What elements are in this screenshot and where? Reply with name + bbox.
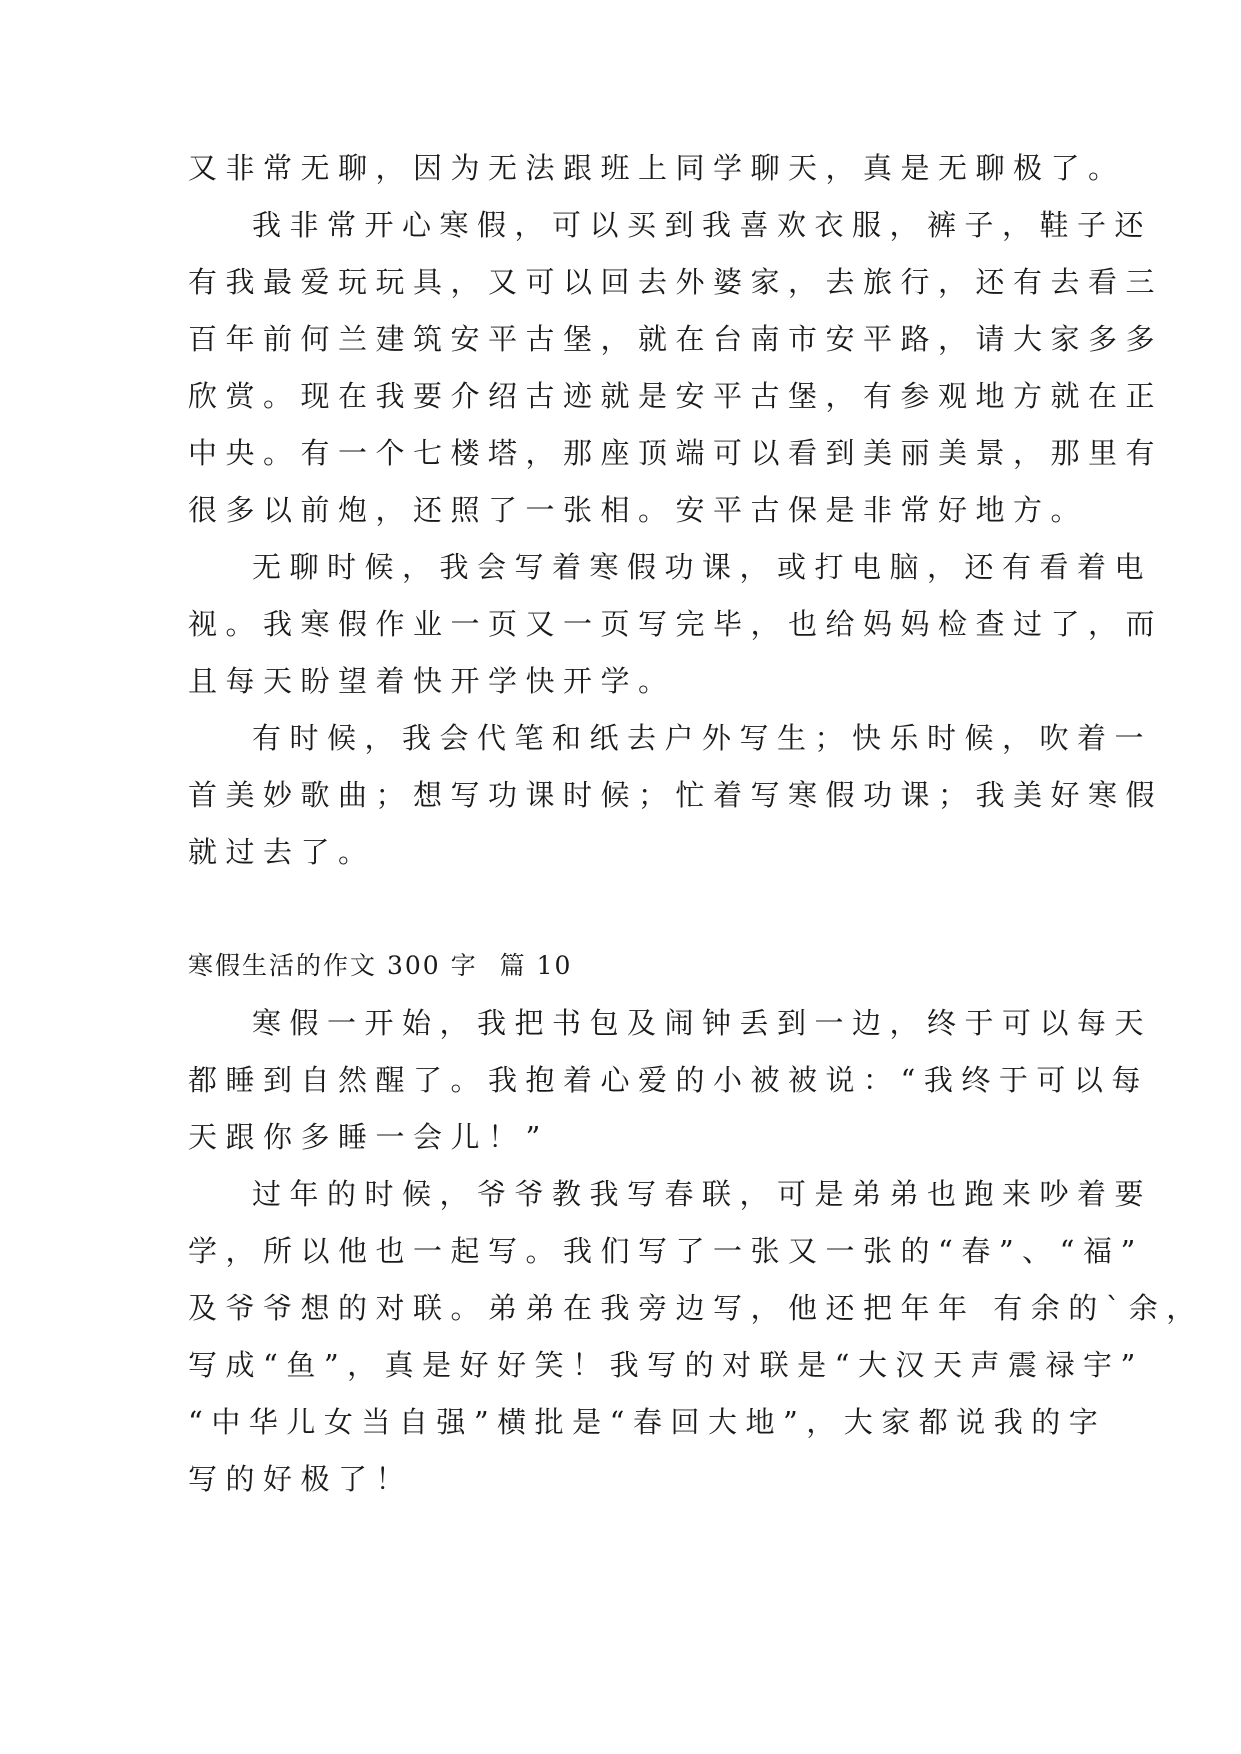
section-heading-number: 篇 10 <box>499 951 573 980</box>
text-line: 且每天盼望着快开学快开学。 <box>188 664 676 698</box>
text-line: 中央。有一个七楼塔，那座顶端可以看到美丽美景，那里有 <box>188 436 1164 470</box>
text-line: 有我最爱玩玩具，又可以回去外婆家，去旅行，还有去看三 <box>188 265 1164 299</box>
text-line: 首美妙歌曲；想写功课时候；忙着写寒假功课；我美好寒假 <box>188 778 1164 812</box>
text-line: 及爷爷想的对联。弟弟在我旁边写，他还把年年 有余的`余， <box>188 1291 1204 1325</box>
text-line: 很多以前炮，还照了一张相。安平古保是非常好地方。 <box>188 493 1089 527</box>
text-line: 就过去了。 <box>188 835 376 869</box>
text-line: “中华儿女当自强”横批是“春回大地”，大家都说我的字 <box>188 1405 1107 1439</box>
section-heading-title: 寒假生活的作文 300 字 <box>188 951 478 980</box>
paragraph-start: 过年的时候，爷爷教我写春联，可是弟弟也跑来吵着要 <box>252 1177 1153 1211</box>
text-line: 欣赏。现在我要介绍古迹就是安平古堡，有参观地方就在正 <box>188 379 1164 413</box>
section-heading <box>188 946 1068 986</box>
text-line: 百年前何兰建筑安平古堡，就在台南市安平路，请大家多多 <box>188 322 1164 356</box>
paragraph-start: 无聊时候，我会写着寒假功课，或打电脑，还有看着电 <box>252 550 1153 584</box>
text-line: 视。我寒假作业一页又一页写完毕，也给妈妈检查过了，而 <box>188 607 1164 641</box>
text-line: 天跟你多睡一会儿！” <box>188 1120 549 1154</box>
text-line: 又非常无聊，因为无法跟班上同学聊天，真是无聊极了。 <box>188 151 1126 185</box>
text-line: 写成“鱼”，真是好好笑！我写的对联是“大汉天声震禄宇” <box>188 1348 1144 1382</box>
text-line: 学，所以他也一起写。我们写了一张又一张的“春”、“福” <box>188 1234 1144 1268</box>
paragraph-start: 寒假一开始，我把书包及闹钟丢到一边，终于可以每天 <box>252 1006 1153 1040</box>
paragraph-start: 有时候，我会代笔和纸去户外写生；快乐时候，吹着一 <box>252 721 1153 755</box>
text-line: 写的好极了！ <box>188 1462 414 1496</box>
text-line: 都睡到自然醒了。我抱着心爱的小被被说：“我终于可以每 <box>188 1063 1149 1097</box>
paragraph-start: 我非常开心寒假，可以买到我喜欢衣服，裤子，鞋子还 <box>252 208 1153 242</box>
